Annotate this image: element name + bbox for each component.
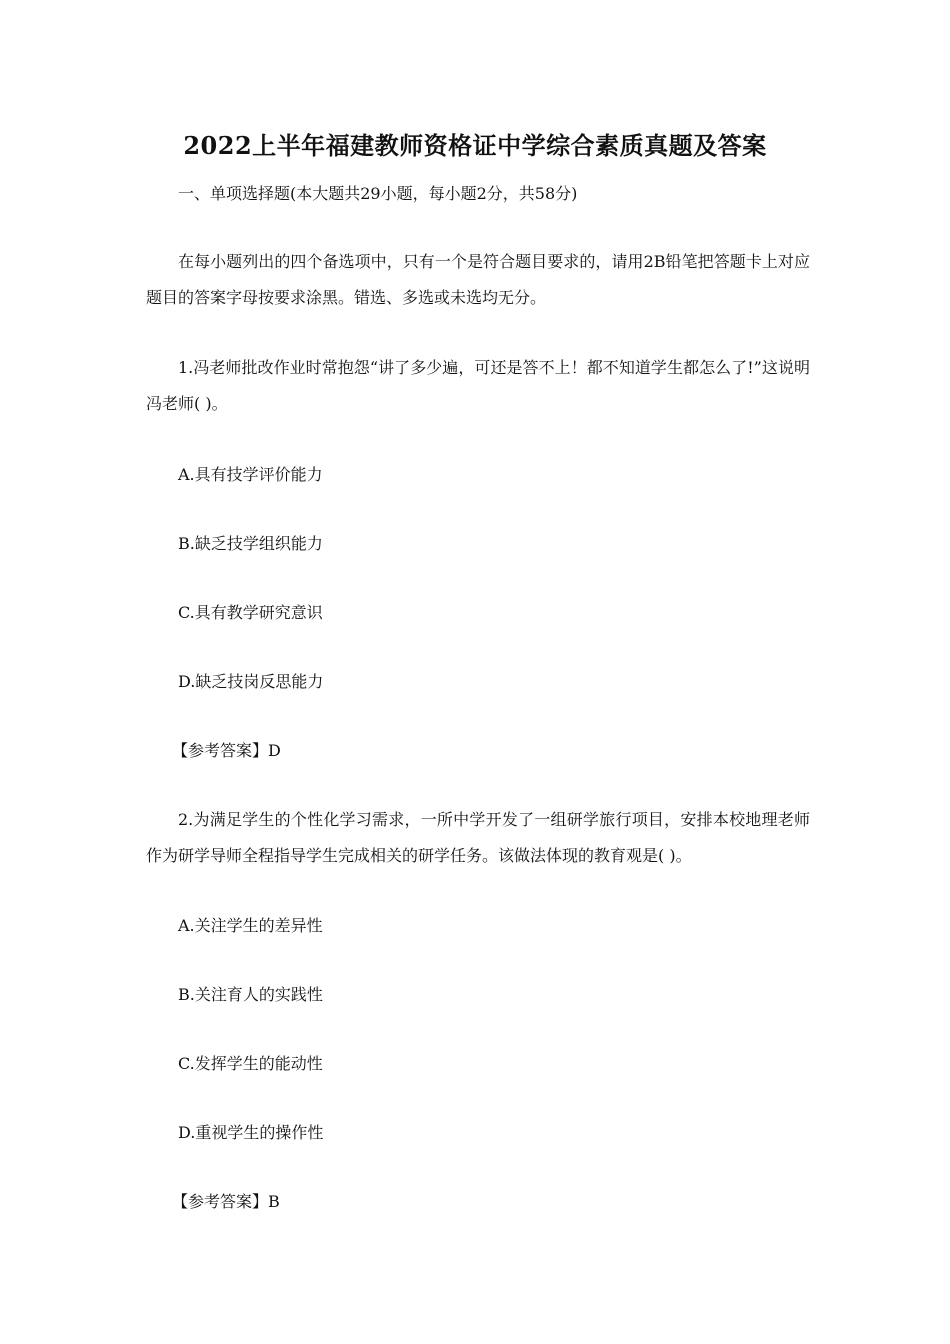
question-2-answer: 【参考答案】B — [172, 1192, 280, 1211]
question-2-option-d: D.重视学生的操作性 — [178, 1123, 324, 1142]
question-1-option-c: C.具有教学研究意识 — [178, 603, 323, 622]
question-1-answer: 【参考答案】D — [172, 741, 281, 760]
question-1-option-a: A.具有技学评价能力 — [178, 465, 323, 484]
question-2-option-a: A.关注学生的差异性 — [178, 916, 323, 935]
section-heading: 一、单项选择题(本大题共29小题，每小题2分，共58分) — [178, 184, 578, 203]
instructions-paragraph: 在每小题列出的四个备选项中，只有一个是符合题目要求的，请用2B铅笔把答题卡上对应题目的答案字母按要求涂黑。错选、多选或未选均无分。 — [146, 252, 810, 307]
question-1-option-d: D.缺乏技岗反思能力 — [178, 672, 324, 691]
question-1-option-b: B.缺乏技学组织能力 — [178, 534, 323, 553]
question-1-stem: 1.冯老师批改作业时常抱怨“讲了多少遍，可还是答不上！都不知道学生都怎么了!”这说明冯老师( )。 — [146, 358, 810, 413]
document-title: 2022上半年福建教师资格证中学综合素质真题及答案 — [183, 131, 767, 160]
question-2-option-b: B.关注育人的实践性 — [178, 985, 323, 1004]
question-2-option-c: C.发挥学生的能动性 — [178, 1054, 323, 1073]
question-2-stem: 2.为满足学生的个性化学习需求，一所中学开发了一组研学旅行项目，安排本校地理老师作为研学导师全程指导学生完成相关的研学任务。该做法体现的教育观是( )。 — [146, 810, 810, 865]
